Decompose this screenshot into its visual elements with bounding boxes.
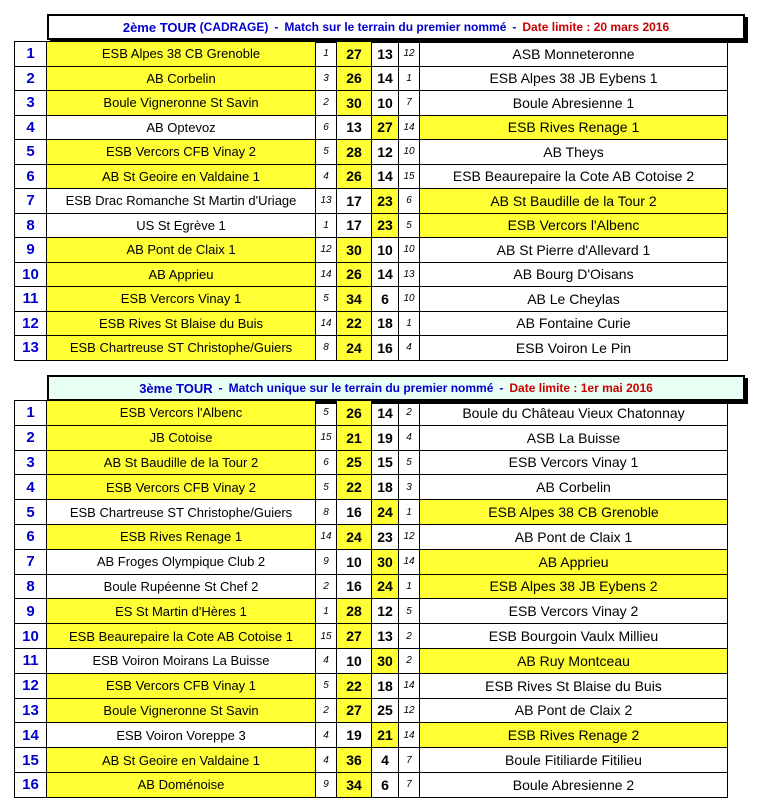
home-team: ESB Vercors CFB Vinay 1 [47, 673, 316, 698]
round3-separator-1: - [218, 381, 223, 395]
away-division: 13 [399, 262, 420, 287]
home-team: AB Froges Olympique Club 2 [47, 549, 316, 574]
match-row [15, 140, 728, 165]
home-team: ESB Chartreuse ST Christophe/Guiers [47, 336, 316, 361]
away-score: 21 [372, 723, 399, 748]
home-team: US St Egrève 1 [47, 213, 316, 238]
round2-subtitle: (CADRAGE) [199, 20, 269, 34]
home-score: 36 [337, 748, 372, 773]
match-number: 9 [15, 599, 47, 624]
home-division: 12 [316, 238, 337, 263]
away-score: 13 [372, 624, 399, 649]
home-team: ESB Voiron Moirans La Buisse [47, 648, 316, 673]
home-division: 5 [316, 287, 337, 312]
away-score: 18 [372, 673, 399, 698]
away-team: AB St Pierre d'Allevard 1 [420, 238, 728, 263]
home-team: ESB Vercors Vinay 1 [47, 287, 316, 312]
away-division: 14 [399, 115, 420, 140]
away-score: 6 [372, 287, 399, 312]
home-division: 4 [316, 723, 337, 748]
match-number: 6 [15, 164, 47, 189]
match-number: 8 [15, 574, 47, 599]
match-row [15, 336, 728, 361]
match-number: 13 [15, 698, 47, 723]
away-score: 13 [372, 42, 399, 67]
away-team: AB Theys [420, 140, 728, 165]
away-division: 4 [399, 336, 420, 361]
away-division: 10 [399, 238, 420, 263]
home-team: ESB Voiron Voreppe 3 [47, 723, 316, 748]
home-score: 10 [337, 648, 372, 673]
away-division: 12 [399, 698, 420, 723]
home-score: 25 [337, 450, 372, 475]
away-division: 7 [399, 91, 420, 116]
away-score: 12 [372, 599, 399, 624]
home-score: 21 [337, 425, 372, 450]
away-division: 12 [399, 42, 420, 67]
away-division: 10 [399, 140, 420, 165]
home-team: AB Apprieu [47, 262, 316, 287]
round3-title: 3ème TOUR [139, 380, 213, 396]
away-score: 16 [372, 336, 399, 361]
home-score: 30 [337, 91, 372, 116]
home-score: 26 [337, 401, 372, 426]
match-row [15, 91, 728, 116]
match-number: 11 [15, 287, 47, 312]
match-row [15, 262, 728, 287]
home-score: 26 [337, 262, 372, 287]
match-row [15, 748, 728, 773]
match-number: 12 [15, 311, 47, 336]
match-number: 11 [15, 648, 47, 673]
round3-separator-2: - [499, 381, 504, 395]
round3-info: Match unique sur le terrain du premier nommé [228, 381, 494, 395]
away-division: 3 [399, 475, 420, 500]
match-row [15, 475, 728, 500]
match-number: 8 [15, 213, 47, 238]
away-score: 30 [372, 648, 399, 673]
home-score: 22 [337, 475, 372, 500]
away-score: 6 [372, 772, 399, 797]
match-row [15, 287, 728, 312]
match-row [15, 115, 728, 140]
match-row [15, 772, 728, 797]
home-division: 2 [316, 91, 337, 116]
home-division: 9 [316, 772, 337, 797]
home-score: 16 [337, 574, 372, 599]
away-score: 19 [372, 425, 399, 450]
home-team: ESB Beaurepaire la Cote AB Cotoise 1 [47, 624, 316, 649]
away-team: AB Pont de Claix 1 [420, 524, 728, 549]
match-row [15, 213, 728, 238]
home-team: ESB Rives St Blaise du Buis [47, 311, 316, 336]
away-division: 14 [399, 673, 420, 698]
round3-deadline: Date limite : 1er mai 2016 [509, 381, 653, 395]
away-score: 25 [372, 698, 399, 723]
home-division: 5 [316, 140, 337, 165]
home-team: AB Corbelin [47, 66, 316, 91]
home-division: 4 [316, 748, 337, 773]
match-row [15, 574, 728, 599]
away-team: ESB Alpes 38 CB Grenoble [420, 500, 728, 525]
match-number: 1 [15, 401, 47, 426]
away-score: 27 [372, 115, 399, 140]
away-division: 1 [399, 66, 420, 91]
home-team: Boule Vigneronne St Savin [47, 91, 316, 116]
home-division: 1 [316, 599, 337, 624]
match-row [15, 648, 728, 673]
away-division: 5 [399, 213, 420, 238]
away-score: 18 [372, 311, 399, 336]
home-team: JB Cotoise [47, 425, 316, 450]
away-score: 23 [372, 189, 399, 214]
away-division: 1 [399, 311, 420, 336]
away-team: Boule Abresienne 1 [420, 91, 728, 116]
home-division: 4 [316, 164, 337, 189]
home-team: Boule Vigneronne St Savin [47, 698, 316, 723]
home-score: 26 [337, 66, 372, 91]
home-division: 3 [316, 66, 337, 91]
round2-results-table [14, 41, 728, 361]
home-score: 30 [337, 238, 372, 263]
away-score: 4 [372, 748, 399, 773]
match-number: 14 [15, 723, 47, 748]
home-score: 34 [337, 287, 372, 312]
home-team: ESB Alpes 38 CB Grenoble [47, 42, 316, 67]
home-team: ESB Drac Romanche St Martin d'Uriage [47, 189, 316, 214]
match-number: 4 [15, 475, 47, 500]
match-number: 15 [15, 748, 47, 773]
match-number: 7 [15, 549, 47, 574]
away-team: AB Ruy Montceau [420, 648, 728, 673]
home-division: 6 [316, 450, 337, 475]
home-team: ESB Vercors CFB Vinay 2 [47, 475, 316, 500]
away-team: ESB Alpes 38 JB Eybens 2 [420, 574, 728, 599]
home-score: 19 [337, 723, 372, 748]
match-number: 6 [15, 524, 47, 549]
round2-title: 2ème TOUR [122, 19, 197, 35]
home-division: 14 [316, 262, 337, 287]
match-number: 10 [15, 262, 47, 287]
away-score: 18 [372, 475, 399, 500]
home-division: 13 [316, 189, 337, 214]
home-score: 22 [337, 673, 372, 698]
home-division: 1 [316, 213, 337, 238]
match-number: 5 [15, 500, 47, 525]
home-division: 5 [316, 673, 337, 698]
away-score: 30 [372, 549, 399, 574]
match-row [15, 698, 728, 723]
match-row [15, 66, 728, 91]
away-team: AB Corbelin [420, 475, 728, 500]
away-team: Boule du Château Vieux Chatonnay [420, 401, 728, 426]
round2-separator-2: - [512, 20, 517, 34]
away-division: 14 [399, 723, 420, 748]
away-team: AB Pont de Claix 2 [420, 698, 728, 723]
away-team: AB Apprieu [420, 549, 728, 574]
home-division: 6 [316, 115, 337, 140]
home-division: 8 [316, 500, 337, 525]
home-division: 14 [316, 524, 337, 549]
home-division: 5 [316, 401, 337, 426]
away-division: 14 [399, 549, 420, 574]
away-division: 10 [399, 287, 420, 312]
match-row [15, 450, 728, 475]
home-team: ES St Martin d'Hères 1 [47, 599, 316, 624]
round2-separator-1: - [274, 20, 279, 34]
match-number: 5 [15, 140, 47, 165]
match-row [15, 599, 728, 624]
match-number: 7 [15, 189, 47, 214]
home-score: 17 [337, 189, 372, 214]
round3-header [47, 375, 745, 401]
home-score: 13 [337, 115, 372, 140]
away-division: 7 [399, 772, 420, 797]
match-number: 4 [15, 115, 47, 140]
home-score: 27 [337, 42, 372, 67]
away-team: ESB Vercors l'Albenc [420, 213, 728, 238]
away-score: 14 [372, 164, 399, 189]
home-score: 22 [337, 311, 372, 336]
match-number: 2 [15, 425, 47, 450]
match-row [15, 500, 728, 525]
home-division: 4 [316, 648, 337, 673]
home-score: 24 [337, 336, 372, 361]
home-division: 9 [316, 549, 337, 574]
away-division: 15 [399, 164, 420, 189]
match-row [15, 238, 728, 263]
away-score: 14 [372, 66, 399, 91]
home-score: 28 [337, 140, 372, 165]
away-division: 1 [399, 574, 420, 599]
home-team: AB Doménoise [47, 772, 316, 797]
match-number: 3 [15, 450, 47, 475]
match-number: 13 [15, 336, 47, 361]
match-number: 2 [15, 66, 47, 91]
away-team: ESB Rives St Blaise du Buis [420, 673, 728, 698]
home-team: AB Pont de Claix 1 [47, 238, 316, 263]
away-score: 24 [372, 574, 399, 599]
home-team: ESB Vercors CFB Vinay 2 [47, 140, 316, 165]
match-number: 12 [15, 673, 47, 698]
round2-deadline: Date limite : 20 mars 2016 [522, 20, 670, 34]
away-division: 5 [399, 599, 420, 624]
home-score: 17 [337, 213, 372, 238]
away-team: Boule Fitiliarde Fitilieu [420, 748, 728, 773]
away-team: ESB Alpes 38 JB Eybens 1 [420, 66, 728, 91]
away-score: 23 [372, 524, 399, 549]
away-score: 15 [372, 450, 399, 475]
home-score: 16 [337, 500, 372, 525]
away-score: 14 [372, 262, 399, 287]
home-division: 2 [316, 574, 337, 599]
away-team: ESB Bourgoin Vaulx Millieu [420, 624, 728, 649]
home-division: 15 [316, 624, 337, 649]
home-team: AB St Geoire en Valdaine 1 [47, 748, 316, 773]
away-team: ASB Monneteronne [420, 42, 728, 67]
match-number: 1 [15, 42, 47, 67]
home-team: ESB Rives Renage 1 [47, 524, 316, 549]
away-team: ESB Voiron Le Pin [420, 336, 728, 361]
away-score: 14 [372, 401, 399, 426]
away-division: 12 [399, 524, 420, 549]
away-team: ESB Rives Renage 2 [420, 723, 728, 748]
home-score: 26 [337, 164, 372, 189]
home-team: AB St Geoire en Valdaine 1 [47, 164, 316, 189]
away-division: 2 [399, 401, 420, 426]
away-team: AB Bourg D'Oisans [420, 262, 728, 287]
match-row [15, 723, 728, 748]
home-score: 34 [337, 772, 372, 797]
home-score: 28 [337, 599, 372, 624]
match-row [15, 425, 728, 450]
match-number: 16 [15, 772, 47, 797]
match-row [15, 673, 728, 698]
away-team: ESB Beaurepaire la Cote AB Cotoise 2 [420, 164, 728, 189]
home-division: 15 [316, 425, 337, 450]
away-score: 10 [372, 238, 399, 263]
away-team: AB St Baudille de la Tour 2 [420, 189, 728, 214]
away-score: 12 [372, 140, 399, 165]
match-row [15, 311, 728, 336]
home-team: Boule Rupéenne St Chef 2 [47, 574, 316, 599]
away-score: 10 [372, 91, 399, 116]
match-number: 9 [15, 238, 47, 263]
home-division: 1 [316, 42, 337, 67]
round2-info: Match sur le terrain du premier nommé [284, 20, 507, 34]
home-team: AB Optevoz [47, 115, 316, 140]
match-number: 3 [15, 91, 47, 116]
match-row [15, 189, 728, 214]
away-team: Boule Abresienne 2 [420, 772, 728, 797]
away-division: 6 [399, 189, 420, 214]
away-division: 2 [399, 648, 420, 673]
match-row [15, 524, 728, 549]
away-division: 2 [399, 624, 420, 649]
match-row [15, 549, 728, 574]
away-division: 7 [399, 748, 420, 773]
away-division: 1 [399, 500, 420, 525]
round3-results-table [14, 400, 728, 798]
home-score: 24 [337, 524, 372, 549]
match-row [15, 624, 728, 649]
home-division: 5 [316, 475, 337, 500]
home-score: 27 [337, 698, 372, 723]
home-division: 14 [316, 311, 337, 336]
home-score: 27 [337, 624, 372, 649]
home-team: ESB Chartreuse ST Christophe/Guiers [47, 500, 316, 525]
match-number: 10 [15, 624, 47, 649]
match-row [15, 164, 728, 189]
away-score: 24 [372, 500, 399, 525]
away-team: AB Fontaine Curie [420, 311, 728, 336]
match-row [15, 401, 728, 426]
home-score: 10 [337, 549, 372, 574]
match-row [15, 42, 728, 67]
home-division: 8 [316, 336, 337, 361]
away-team: AB Le Cheylas [420, 287, 728, 312]
away-division: 5 [399, 450, 420, 475]
round2-header [47, 14, 745, 40]
home-team: ESB Vercors l'Albenc [47, 401, 316, 426]
away-team: ESB Vercors Vinay 2 [420, 599, 728, 624]
away-team: ASB La Buisse [420, 425, 728, 450]
away-team: ESB Rives Renage 1 [420, 115, 728, 140]
home-division: 2 [316, 698, 337, 723]
away-score: 23 [372, 213, 399, 238]
away-division: 4 [399, 425, 420, 450]
home-team: AB St Baudille de la Tour 2 [47, 450, 316, 475]
away-team: ESB Vercors Vinay 1 [420, 450, 728, 475]
